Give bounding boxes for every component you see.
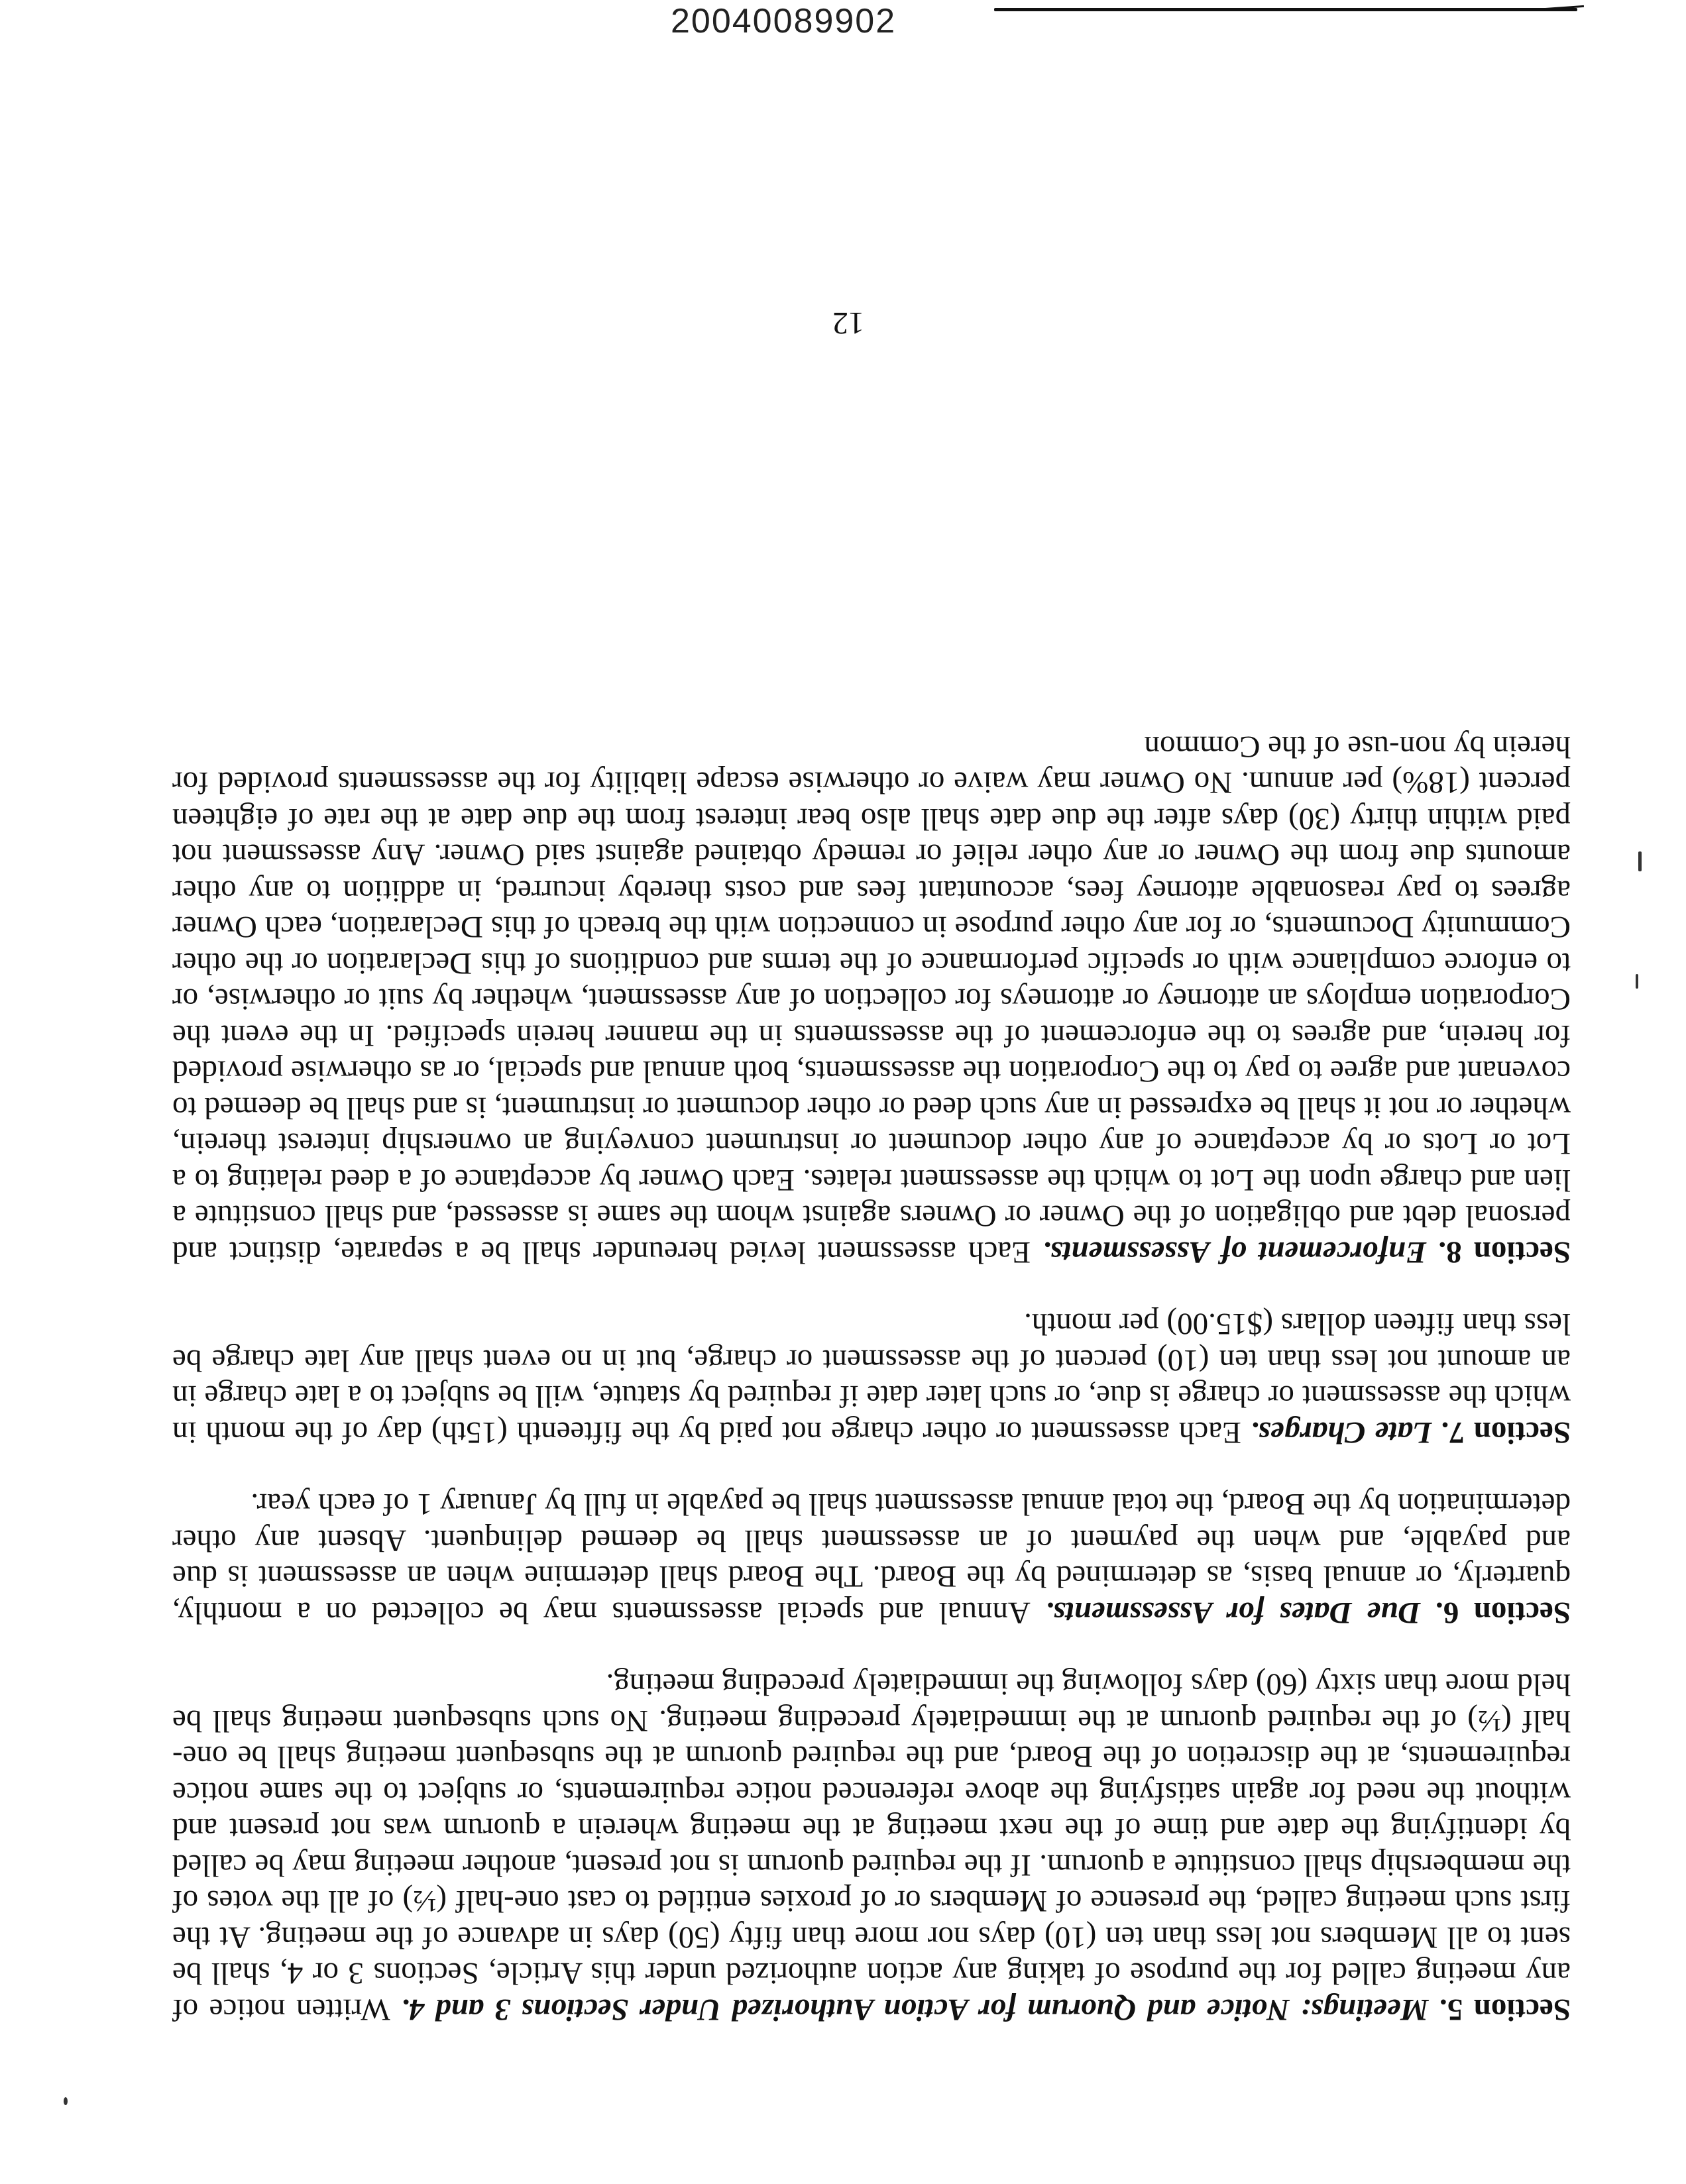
section-6-title: Due Dates for Assessments.: [1045, 1596, 1421, 1630]
section-6: [172, 1486, 1571, 1631]
section-6-number: Section 6.: [1435, 1596, 1571, 1630]
scan-speck: [1636, 974, 1638, 989]
section-5: [172, 1666, 1571, 2028]
section-5-title: Meetings: Notice and Quorum for Action Authorized Under Sections 3 and 4.: [401, 1993, 1429, 2027]
section-5-number: Section 5.: [1439, 1993, 1571, 2027]
section-7-body: Each assessment or other charge not paid by the fifteenth (15th) day of the month in which the assessment or charge is due, or such later date if required by statute, will be subject to a late charge in an amount not less than ten (10) percent of the assessment or charge, but in no event shall any late charge be less than fifteen dollars ($15.00) per month.: [172, 1307, 1571, 1450]
scan-speck: [1638, 851, 1642, 871]
section-8-number: Section 8.: [1438, 1235, 1571, 1270]
page-text-block: [172, 693, 1571, 2028]
section-8-body: Each assessment levied hereunder shall be a separate, distinct and personal debt and obligation of the Owner or Owners against whom the same is assessed, and shall constitute a lien and charge upon the Lot to which the assessment relates. Each Owner by acceptance of a deed relating to a Lot or Lots or by acceptance of any other document or instrument conveying an ownership interest therein, whether or not it shall be expressed in any such deed or other document or instrument, is and shall be deemed to covenant and agree to pay to the Corporation the assessments, both annual and special, or as otherwise provided for herein, and agrees to the enforcement of the assessments in the manner herein specified. In the event the Corporation employs an attorney or attorneys for collection of any assessment, whether by suit or otherwise, or to enforce compliance with or specific performance of the terms and conditions of this Declaration or the other Community Documents, or for any other purpose in connection with the breach of this Declaration, each Owner agrees to pay reasonable attorney fees, accountant fees and costs thereby incurred, in addition to any other amounts due from the Owner or any other relief or remedy obtained against said Owner. Any assessment not paid within thirty (30) days after the due date shall also bear interest from the due date at the rate of eighteen percent (18%) per annum. No Owner may waive or otherwise escape liability for the assessments provided for herein by non-use of the Common: [172, 730, 1571, 1270]
section-8-title: Enforcement of Assessments.: [1042, 1235, 1427, 1270]
section-5-body: Written notice of any meeting called for the purpose of taking any action authorized under this Article, Sections 3 or 4, shall be sent to all Members not less than ten (10) days nor more than fifty (50) days in advance of the meeting. At the first such meeting called, the presence of Members or of proxies entitled to cast one-half (½) of all the votes of the membership shall constitute a quorum. If the required quorum is not present, another meeting may be called by identifying the date and time of the next meeting at the meeting wherein a quorum was not present and without the need for again satisfying the above referenced notice requirements, or subject to the same notice requirements, at the discretion of the Board, and the required quorum at the subsequent meeting shall be one-half (½) of the required quorum at the immediately preceding meeting. No such subsequent meeting shall be held more than sixty (60) days following the immediately preceding meeting.: [172, 1667, 1571, 2027]
section-6-body: Annual and special assessments may be collected on a monthly, quarterly, or annual basis, as determined by the Board. The Board shall determine when an assessment is due and payable, and when the payment of an assessment shall be deemed delinquent. Absent any other determination by the Board, the total annual assessment shall be payable in full by January 1 of each year.: [172, 1487, 1571, 1630]
section-7-number: Section 7.: [1441, 1415, 1571, 1450]
section-7: [172, 1306, 1571, 1450]
header-rule: [994, 8, 1577, 11]
section-8: [172, 729, 1571, 1271]
section-7-title: Late Charges.: [1250, 1415, 1432, 1450]
scan-speck: [64, 2097, 68, 2105]
inverted-page-content: [106, 146, 1584, 2127]
document-number: 20040089902: [671, 2, 897, 40]
page-number: 12: [832, 305, 864, 341]
